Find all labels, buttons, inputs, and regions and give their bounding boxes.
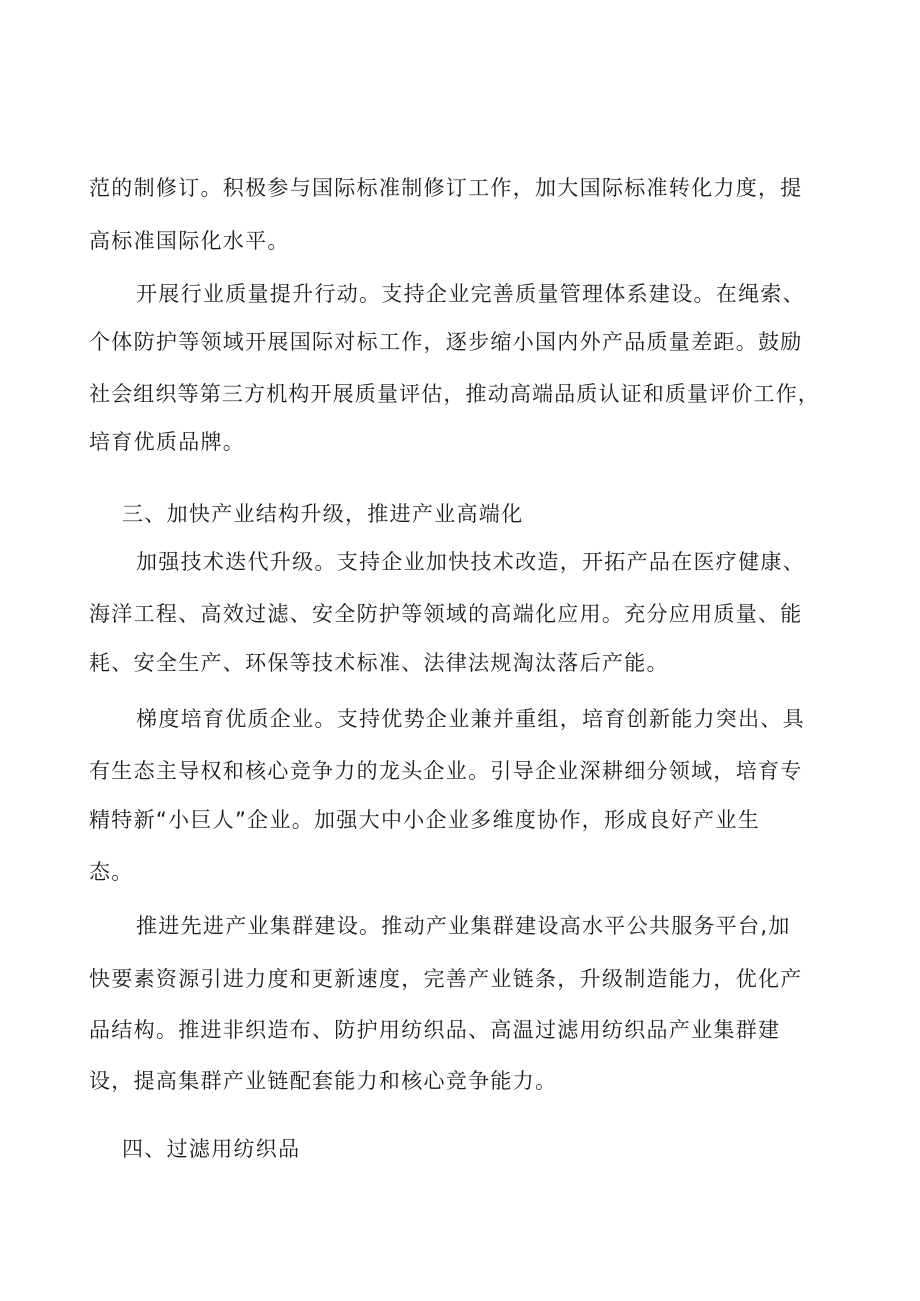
paragraph-line: 耗、安全生产、环保等技术标准、法律法规淘汰落后产能。 <box>89 651 669 675</box>
paragraph-line: 海洋工程、高效过滤、安全防护等领域的高端化应用。充分应用质量、能 <box>89 602 803 626</box>
paragraph-line: 培育优质品牌。 <box>89 430 246 454</box>
paragraph-line: 有生态主导权和核心竞争力的龙头企业。引导企业深耕细分领域，培育专 <box>89 759 803 783</box>
paragraph-line: 高标准国际化水平。 <box>89 229 290 253</box>
section-heading: 四、过滤用纺织品 <box>122 1137 301 1161</box>
paragraph-line: 个体防护等领域开展国际对标工作，逐步缩小国内外产品质量差距。鼓励 <box>89 330 803 354</box>
paragraph-line: 加强技术迭代升级。支持企业加快技术改造，开拓产品在医疗健康、 <box>136 550 805 574</box>
paragraph-line: 范的制修订。积极参与国际标准制修订工作，加大国际标准转化力度，提 <box>89 176 803 200</box>
paragraph-line: 设，提高集群产业链配套能力和核心竞争能力。 <box>89 1069 558 1093</box>
paragraph-line: 精特新“小巨人”企业。加强大中小企业多维度协作，形成良好产业生 <box>89 808 761 832</box>
paragraph-line: 快要素资源引进力度和更新速度，完善产业链条，升级制造能力，优化产 <box>89 967 803 991</box>
paragraph-line: 品结构。推进非织造布、防护用纺织品、高温过滤用纺织品产业集群建 <box>89 1018 781 1042</box>
section-heading: 三、加快产业结构升级，推进产业高端化 <box>122 502 524 526</box>
paragraph-line: 社会组织等第三方机构开展质量评估，推动高端品质认证和质量评价工作， <box>89 382 820 406</box>
paragraph-line: 梯度培育优质企业。支持优势企业兼并重组，培育创新能力突出、具 <box>136 707 805 731</box>
paragraph-line: 态。 <box>89 860 134 884</box>
paragraph-line: 推进先进产业集群建设。推动产业集群建设高水平公共服务平台,加 <box>136 914 791 938</box>
paragraph-line: 开展行业质量提升行动。支持企业完善质量管理体系建设。在绳索、 <box>136 282 805 306</box>
